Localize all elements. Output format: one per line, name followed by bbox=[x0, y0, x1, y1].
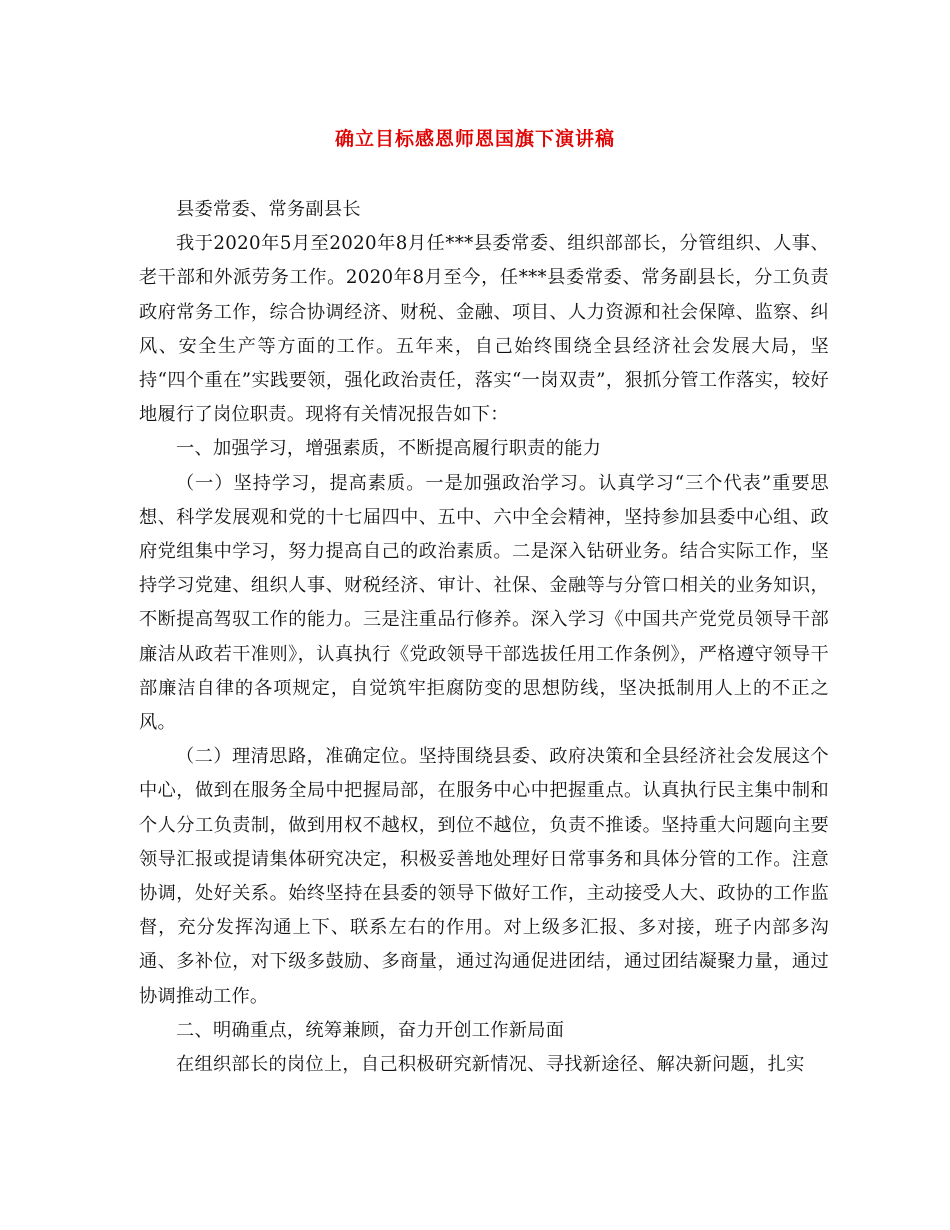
paragraph-intro: 我于2020年5月至2020年8月任***县委常委、组织部部长，分管组织、人事、老干部和外派劳务工作。2020年8月至今，任***县委常委、常务副县长，分工负责政府常务工作，综合协调经济、财税、金融、项目、人力资源和社会保障、监察、纠风、安全生产等方面的工作。五年来，自己始终围绕全县经济社会发展大局，坚持“四个重在”实践要领，强化政治责任，落实“一岗双责”，狠抓分管工作落实，较好地履行了岗位职责。现将有关情况报告如下： bbox=[139, 233, 829, 426]
paragraph-author-position: 县委常委、常务副县长 bbox=[176, 199, 361, 220]
section-heading-1: 一、加强学习，增强素质，不断提高履行职责的能力 bbox=[176, 438, 602, 460]
document-body bbox=[139, 193, 829, 1082]
paragraph-organization-work: 在组织部长的岗位上，自己积极研究新情况、寻找新途径、解决新问题，扎实 bbox=[176, 1054, 805, 1076]
paragraph-positioning: （二）理清思路，准确定位。坚持围绕县委、政府决策和全县经济社会发展这个中心，做到在服务全局中把握局部，在服务中心中把握重点。认真执行民主集中制和个人分工负责制，做到用权不越权，到位不越位，负责不推诿。坚持重大问题向主要领导汇报或提请集体研究决定，积极妥善地处理好日常事务和具体分管的工作。注意协调，处好关系。始终坚持在县委的领导下做好工作，主动接受人大、政协的工作监督，充分发挥沟通上下、联系左右的作用。对上级多汇报、多对接，班子内部多沟通、多补位，对下级多鼓励、多商量，通过沟通促进团结，通过团结凝聚力量，通过协调推动工作。 bbox=[139, 746, 829, 1007]
paragraph-study: （一）坚持学习，提高素质。一是加强政治学习。认真学习“三个代表”重要思想、科学发展观和党的十七届四中、五中、六中全会精神，坚持参加县委中心组、政府党组集中学习，努力提高自己的政治素质。二是深入钻研业务。结合实际工作，坚持学习党建、组织人事、财税经济、审计、社保、金融等与分管口相关的业务知识，不断提高驾驭工作的能力。三是注重品行修养。深入学习《中国共产党党员领导干部廉洁从政若干准则》，认真执行《党政领导干部选拔任用工作条例》，严格遵守领导干部廉洁自律的各项规定，自觉筑牢拒腐防变的思想防线，坚决抵制用人上的不正之风。 bbox=[139, 472, 829, 734]
section-heading-2: 二、明确重点，统筹兼顾，奋力开创工作新局面 bbox=[176, 1019, 565, 1041]
document-title: 确立目标感恩师恩国旗下演讲稿 bbox=[334, 128, 615, 150]
